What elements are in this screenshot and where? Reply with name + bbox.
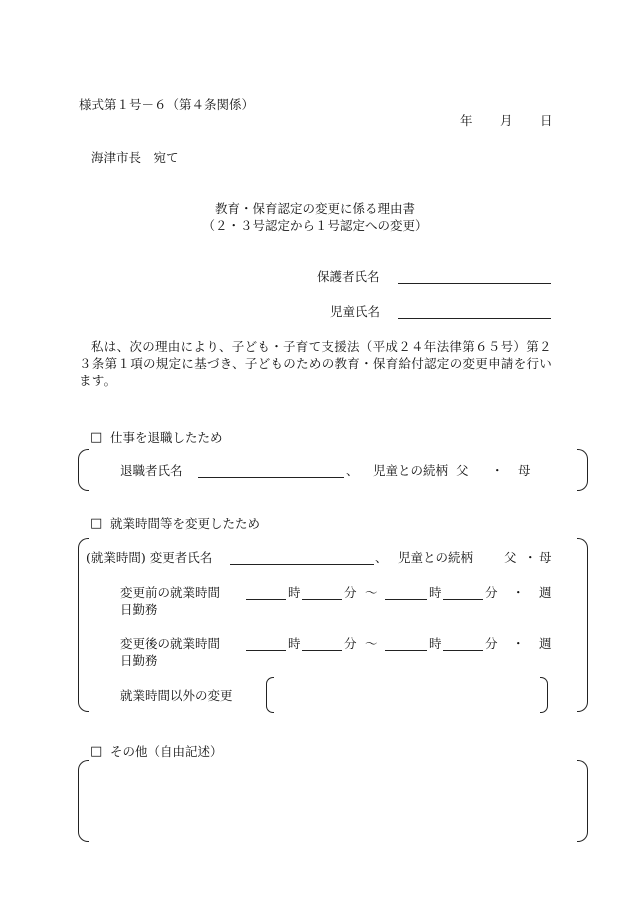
after-hours-label: 変更後の就業時間	[120, 636, 221, 651]
before-days-label: 日勤務	[120, 602, 158, 617]
after-start-minute-unit: 分	[344, 636, 357, 651]
changer-comma: 、	[375, 550, 388, 565]
section1-label: 仕事を退職したため	[110, 430, 223, 445]
application-statement: 私は、次の理由により、子ども・子育て支援法（平成２４年法律第６５号）第２３条第１項の規定に基づき、子どものための教育・保育給付認定の変更申請を行います。	[79, 339, 553, 388]
after-end-minute-unit: 分	[485, 636, 498, 651]
before-end-hour-unit: 時	[429, 585, 442, 600]
before-end-minute-field[interactable]	[443, 599, 483, 600]
after-range-tilde: ～	[365, 636, 378, 651]
changer-father-option[interactable]: 父	[504, 550, 517, 565]
retiree-comma: 、	[346, 463, 359, 478]
date-month-label: 月	[500, 113, 513, 128]
guardian-name-field[interactable]	[398, 283, 551, 284]
retiree-name-label: 退職者氏名	[120, 463, 183, 478]
changer-name-field[interactable]	[230, 564, 374, 565]
document-subtitle: （２・３号認定から１号認定への変更）	[202, 218, 428, 233]
retiree-mother-option[interactable]: 母	[518, 463, 531, 478]
changer-name-label: (就業時間) 変更者氏名	[86, 550, 213, 565]
retiree-father-option[interactable]: 父	[456, 463, 469, 478]
document-title: 教育・保育認定の変更に係る理由書	[214, 201, 415, 216]
before-start-hour-field[interactable]	[246, 599, 286, 600]
section2-checkbox[interactable]: □	[90, 516, 103, 531]
after-start-hour-unit: 時	[288, 636, 301, 651]
section1-bracket-left	[78, 449, 89, 491]
other-change-bracket-right	[540, 677, 548, 713]
retiree-name-field[interactable]	[198, 477, 344, 478]
section3-checkbox[interactable]: □	[90, 744, 103, 759]
after-end-hour-field[interactable]	[385, 650, 427, 651]
before-range-tilde: ～	[365, 585, 378, 600]
before-start-minute-unit: 分	[344, 585, 357, 600]
section3-label: その他（自由記述）	[110, 744, 223, 759]
after-start-hour-field[interactable]	[246, 650, 286, 651]
section2-label: 就業時間等を変更したため	[110, 516, 261, 531]
addressee: 海津市長 宛て	[91, 150, 179, 165]
changer-relation-label: 児童との続柄	[398, 550, 474, 565]
guardian-name-label: 保護者氏名	[317, 269, 380, 284]
before-start-minute-field[interactable]	[302, 599, 342, 600]
date-day-label: 日	[540, 113, 553, 128]
retiree-relation-label: 児童との続柄	[373, 463, 449, 478]
other-change-bracket-left	[266, 677, 274, 713]
retiree-separator: ・	[491, 463, 504, 478]
section1-bracket-right	[577, 449, 588, 491]
free-text-field[interactable]	[94, 764, 570, 836]
other-change-field[interactable]	[278, 679, 536, 709]
section3-bracket-left	[78, 760, 89, 842]
date-year-label: 年	[460, 113, 473, 128]
child-name-label: 児童氏名	[330, 304, 381, 319]
before-end-hour-field[interactable]	[385, 599, 427, 600]
after-separator: ・	[512, 636, 525, 651]
after-start-minute-field[interactable]	[302, 650, 342, 651]
after-end-hour-unit: 時	[429, 636, 442, 651]
section2-bracket-right	[577, 538, 588, 712]
form-number: 様式第１号－６（第４条関係）	[79, 97, 255, 112]
after-days-label: 日勤務	[120, 653, 158, 668]
other-change-label: 就業時間以外の変更	[120, 688, 233, 703]
before-week-label: 週	[539, 585, 552, 600]
before-end-minute-unit: 分	[485, 585, 498, 600]
after-end-minute-field[interactable]	[443, 650, 483, 651]
before-hours-label: 変更前の就業時間	[120, 585, 221, 600]
changer-separator: ・	[524, 550, 537, 565]
section3-bracket-right	[577, 760, 588, 842]
before-separator: ・	[512, 585, 525, 600]
changer-mother-option[interactable]: 母	[539, 550, 552, 565]
child-name-field[interactable]	[398, 318, 551, 319]
after-week-label: 週	[539, 636, 552, 651]
section1-checkbox[interactable]: □	[90, 430, 103, 445]
before-start-hour-unit: 時	[288, 585, 301, 600]
